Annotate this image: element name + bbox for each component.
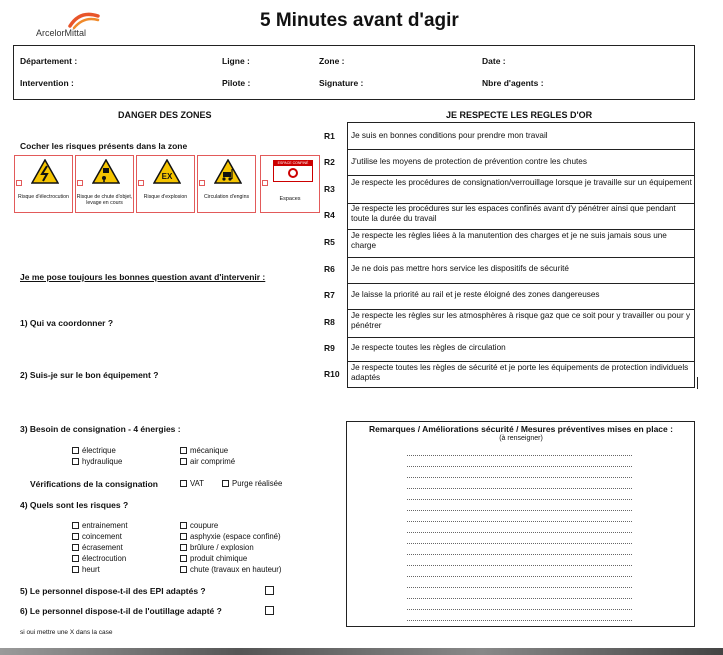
risk-option[interactable] (180, 565, 281, 574)
remarks-line[interactable] (407, 510, 632, 511)
checkbox[interactable] (222, 480, 229, 487)
remarks-line[interactable] (407, 565, 632, 566)
questions-intro: Je me pose toujours les bonnes question avant d'intervenir : (20, 272, 266, 282)
remarks-line[interactable] (407, 532, 632, 533)
checkbox[interactable] (72, 555, 79, 562)
checkbox[interactable] (72, 544, 79, 551)
checkbox-note: si oui mettre une X dans la case (20, 629, 113, 636)
field-signature[interactable]: Signature : (319, 78, 364, 88)
rule-text: Je ne dois pas mettre hors service les dispositifs de sécurité (351, 264, 569, 273)
risk-checkbox[interactable] (16, 180, 22, 186)
electric-hazard-icon (31, 159, 59, 185)
explosion-ex-icon (153, 159, 181, 185)
rule-text: Je respecte toutes les règles de sécurité et je porte les équipements de protection individuels adaptés (351, 363, 689, 382)
risk-checkbox[interactable] (138, 180, 144, 186)
remarks-title: Remarques / Améliorations sécurité / Mesures préventives mises en place : (369, 424, 673, 434)
epi-checkbox[interactable] (265, 586, 274, 595)
remarks-line[interactable] (407, 543, 632, 544)
option-label: mécanique (190, 446, 229, 455)
rule-number: R10 (324, 369, 340, 379)
risk-card-circulation[interactable] (197, 155, 256, 213)
energy-option[interactable] (72, 457, 122, 466)
sign-circle-icon (288, 168, 298, 178)
danger-section-title: DANGER DES ZONES (118, 110, 212, 120)
option-label: hydraulique (82, 457, 123, 466)
outillage-checkbox[interactable] (265, 606, 274, 615)
logo-text: ArcelorMittal (36, 28, 87, 38)
rules-section-title: JE RESPECTE LES REGLES D'OR (446, 110, 593, 120)
remarks-line[interactable] (407, 620, 632, 621)
risk-checkbox[interactable] (262, 180, 268, 186)
option-label: électrocution (82, 554, 127, 563)
option-label: asphyxie (espace confiné) (190, 532, 281, 541)
checkbox[interactable] (72, 458, 79, 465)
question-4: 4) Quels sont les risques ? (20, 500, 129, 510)
risk-option[interactable] (180, 521, 218, 530)
remarks-line[interactable] (407, 466, 632, 467)
danger-subtitle: Cocher les risques présents dans la zone (20, 141, 188, 151)
checkbox[interactable] (180, 522, 187, 529)
remarks-line[interactable] (407, 488, 632, 489)
field-intervention[interactable]: Intervention : (20, 78, 74, 88)
remarks-line[interactable] (407, 598, 632, 599)
checkbox[interactable] (180, 458, 187, 465)
rule-number: R4 (324, 210, 335, 220)
falling-object-icon (92, 159, 120, 185)
confined-space-sign (273, 160, 313, 182)
rule-divider (348, 257, 694, 258)
risk-option[interactable] (72, 543, 123, 552)
option-label: heurt (82, 565, 100, 574)
energy-option[interactable] (180, 446, 228, 455)
rule-number: R7 (324, 290, 335, 300)
rule-divider (348, 283, 694, 284)
field-departement[interactable]: Département : (20, 56, 78, 66)
risk-option[interactable] (180, 554, 247, 563)
rule-divider (348, 175, 694, 176)
risk-label: Circulation d'engins (203, 194, 250, 200)
energy-option[interactable] (72, 446, 116, 455)
field-pilote[interactable]: Pilote : (222, 78, 251, 88)
risk-checkbox[interactable] (199, 180, 205, 186)
rule-number: R2 (324, 157, 335, 167)
rule-number: R6 (324, 264, 335, 274)
rule-text: Je respecte les procédures sur les espaces confinés avant d'y pénétrer ainsi que pendant toute la durée du travail (351, 204, 676, 223)
header-info-box (13, 45, 695, 100)
rule-divider (348, 149, 694, 150)
field-ligne[interactable]: Ligne : (222, 56, 250, 66)
question-6: 6) Le personnel dispose-t-il de l'outillage adapté ? (20, 606, 222, 616)
bottom-edge-strip (0, 648, 723, 655)
option-label: air comprimé (190, 457, 236, 466)
question-1: 1) Qui va coordonner ? (20, 318, 114, 328)
remarks-line[interactable] (407, 477, 632, 478)
rule-number: R1 (324, 131, 335, 141)
rule-text: Je suis en bonnes conditions pour prendre mon travail (351, 131, 548, 140)
verif-option[interactable] (180, 479, 204, 488)
question-3: 3) Besoin de consignation - 4 énergies : (20, 424, 181, 434)
rule-number: R9 (324, 343, 335, 353)
option-label: entrainement (82, 521, 128, 530)
field-nbre-agents[interactable]: Nbre d'agents : (482, 78, 544, 88)
svg-text:EX: EX (161, 172, 173, 181)
rule-divider (348, 361, 694, 362)
rule-divider (348, 229, 694, 230)
option-label: brûlure / explosion (190, 543, 254, 552)
rule-text: Je respecte les procédures de consignation/verrouillage lorsque je travaille sur un équipement (351, 178, 692, 187)
page-title: 5 Minutes avant d'agir (260, 10, 459, 31)
checkbox[interactable] (180, 544, 187, 551)
option-label: produit chimique (190, 554, 248, 563)
remarks-line[interactable] (407, 576, 632, 577)
remarks-line[interactable] (407, 609, 632, 610)
energy-option[interactable] (180, 457, 235, 466)
risk-label: Espaces (279, 196, 301, 202)
question-5: 5) Le personnel dispose-t-il des EPI adaptés ? (20, 586, 206, 596)
risk-option[interactable] (72, 554, 126, 563)
option-label: électrique (82, 446, 116, 455)
checkbox[interactable] (72, 566, 79, 573)
verification-label: Vérifications de la consignation (30, 479, 158, 489)
remarks-line[interactable] (407, 499, 632, 500)
risk-option[interactable] (180, 543, 254, 552)
rule-number: R5 (324, 237, 335, 247)
rule-text: Je laisse la priorité au rail et je reste éloigné des zones dangereuses (351, 290, 600, 299)
remarks-box (346, 421, 695, 627)
sign-header: ESPACE CONFINÉ (274, 161, 312, 166)
rule-number: R3 (324, 184, 335, 194)
option-label: écrasement (82, 543, 123, 552)
risk-option[interactable] (72, 565, 100, 574)
text-cursor (697, 377, 698, 389)
remarks-line[interactable] (407, 521, 632, 522)
checkbox[interactable] (180, 555, 187, 562)
risk-checkbox[interactable] (77, 180, 83, 186)
remarks-line[interactable] (407, 455, 632, 456)
risk-label: Risque d'explosion (143, 194, 188, 200)
risk-card-explosion[interactable] (136, 155, 195, 213)
checkbox[interactable] (72, 522, 79, 529)
risk-option[interactable] (72, 532, 122, 541)
risk-card-espaces[interactable] (260, 155, 320, 213)
risk-option[interactable] (72, 521, 128, 530)
checkbox[interactable] (180, 480, 187, 487)
checkbox[interactable] (180, 566, 187, 573)
risk-label: Risque d'électrocution (18, 194, 69, 200)
option-label: coincement (82, 532, 122, 541)
checkbox[interactable] (180, 533, 187, 540)
field-date[interactable]: Date : (482, 56, 506, 66)
rule-divider (348, 309, 694, 310)
question-2: 2) Suis-je sur le bon équipement ? (20, 370, 159, 380)
remarks-line[interactable] (407, 554, 632, 555)
remarks-line[interactable] (407, 587, 632, 588)
option-label: coupure (190, 521, 219, 530)
checkbox[interactable] (72, 447, 79, 454)
rule-number: R8 (324, 317, 335, 327)
option-label: VAT (190, 479, 205, 488)
rule-text: J'utilise les moyens de protection de prévention contre les chutes (351, 157, 587, 166)
risk-card-chute-objet[interactable] (75, 155, 134, 213)
checkbox[interactable] (180, 447, 187, 454)
rule-text: Je respecte toutes les règles de circulation (351, 343, 506, 352)
option-label: chute (travaux en hauteur) (190, 565, 282, 574)
rule-text: Je respecte les règles sur les atmosphères à risque gaz que ce soit pour y travailler ou pour y pénétrer (351, 311, 691, 330)
risk-label: Risque de chute d'objet, levage en cours (76, 194, 133, 206)
remarks-subtitle: (à renseigner) (499, 435, 543, 442)
forklift-icon (214, 159, 242, 185)
option-label: Purge réalisée (232, 479, 283, 488)
checkbox[interactable] (72, 533, 79, 540)
risk-option[interactable] (180, 532, 281, 541)
risk-card-electrocution[interactable] (14, 155, 73, 213)
field-zone[interactable]: Zone : (319, 56, 345, 66)
rule-divider (348, 337, 694, 338)
verif-option[interactable] (222, 479, 282, 488)
rule-text: Je respecte les règles liées à la manutention des charges et je ne suis jamais sous une charge (351, 231, 667, 250)
